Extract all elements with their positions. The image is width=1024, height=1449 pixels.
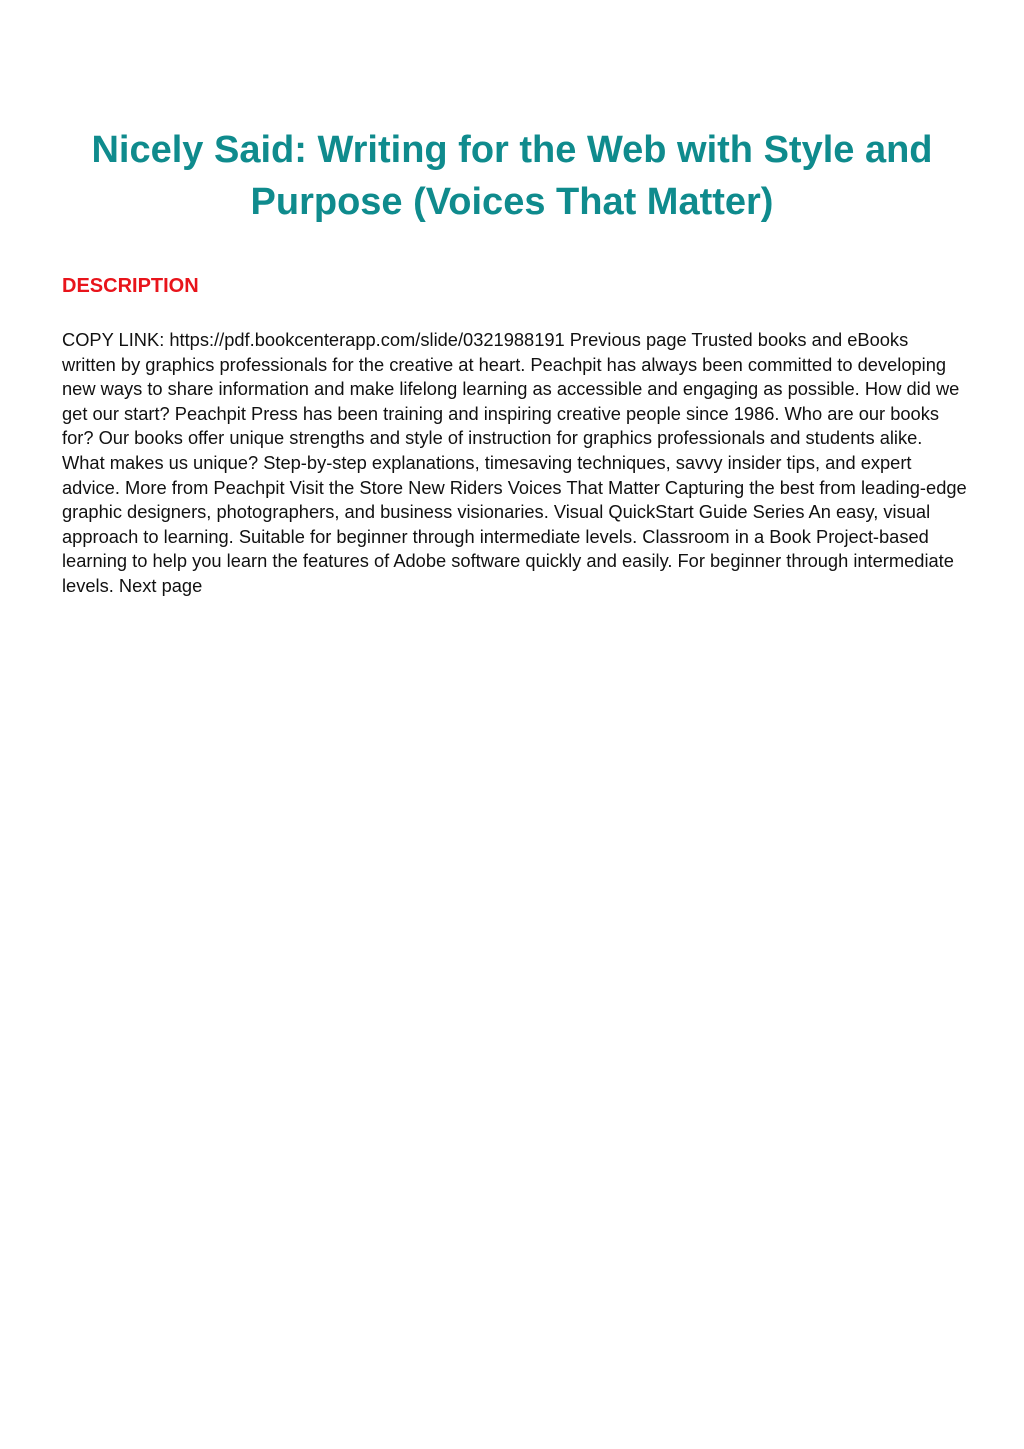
description-text: COPY LINK: https://pdf.bookcenterapp.com/slide/0321988191 Previous page Trusted books and eBooks written by graphics professionals for the creative at heart. Peachpit has always been committed to developing new ways to share information and make lifelong learning as accessible and engaging as possible. How did we get our start? Peachpit Press has been training and inspiring creative people since 1986. Who are our books for? Our books offer unique strengths and style of instruction for graphics professionals and students alike. What makes us unique? Step-by-step explanations, timesaving techniques, savvy insider tips, and expert advice. More from Peachpit Visit the Store New Riders Voices That Matter Capturing the best from leading-edge graphic designers, photographers, and business visionaries. Visual QuickStart Guide Series An easy, visual approach to learning. Suitable for beginner through intermediate levels. Classroom in a Book Project-based learning to help you learn the features of Adobe software quickly and easily. For beginner through intermediate levels. Next page — [62, 329, 967, 596]
description-heading: DESCRIPTION — [62, 275, 199, 297]
document-title: Nicely Said: Writing for the Web with Style and Purpose (Voices That Matter) — [91, 129, 933, 223]
